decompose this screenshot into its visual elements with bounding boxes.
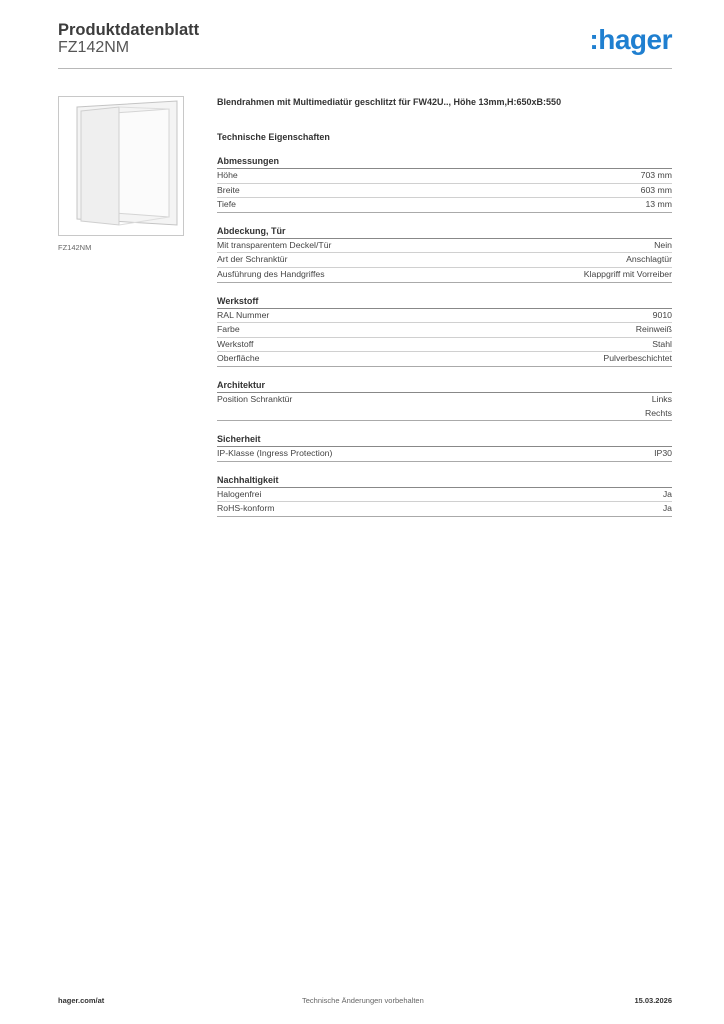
spec-value bbox=[654, 239, 672, 253]
spec-value-line: Ja bbox=[662, 488, 672, 499]
spec-value bbox=[626, 253, 672, 267]
spec-content bbox=[217, 95, 672, 517]
spec-row bbox=[217, 169, 672, 184]
spec-row bbox=[217, 393, 672, 421]
section-title: Abdeckung, Tür bbox=[217, 225, 672, 239]
page-header bbox=[58, 20, 672, 69]
spec-value bbox=[636, 323, 672, 337]
section-title: Abmessungen bbox=[217, 155, 672, 169]
spec-value-line: Pulverbeschichtet bbox=[603, 353, 672, 364]
spec-section bbox=[217, 474, 672, 517]
spec-row bbox=[217, 502, 672, 517]
spec-label: RoHS-konform bbox=[217, 503, 275, 514]
spec-label: Mit transparentem Deckel/Tür bbox=[217, 239, 332, 250]
spec-value bbox=[584, 268, 672, 282]
footer-website[interactable]: hager.com/at bbox=[58, 996, 105, 1005]
spec-label: IP-Klasse (Ingress Protection) bbox=[217, 448, 333, 459]
spec-value bbox=[645, 198, 672, 212]
spec-value-line: Ja bbox=[662, 503, 672, 514]
spec-value bbox=[641, 184, 672, 198]
spec-label: Ausführung des Handgriffes bbox=[217, 268, 325, 279]
spec-value bbox=[663, 502, 672, 516]
spec-row bbox=[217, 323, 672, 338]
product-number: FZ142NM bbox=[58, 39, 130, 56]
spec-label: Werkstoff bbox=[217, 338, 254, 349]
spec-row bbox=[217, 352, 672, 367]
spec-value-line: Klappgriff mit Vorreiber bbox=[583, 268, 672, 279]
spec-value-line: IP30 bbox=[654, 448, 672, 459]
technical-heading: Technische Eigenschaften bbox=[217, 132, 330, 142]
spec-label: Position Schranktür bbox=[217, 393, 293, 404]
spec-sections bbox=[217, 155, 672, 517]
spec-value bbox=[653, 309, 672, 323]
spec-label: Breite bbox=[217, 184, 240, 195]
page-title: Produktdatenblatt bbox=[58, 21, 200, 39]
spec-value bbox=[645, 393, 672, 420]
spec-value bbox=[603, 352, 672, 366]
spec-value bbox=[641, 169, 672, 183]
product-description: Blendrahmen mit Multimediatür geschlitzt für FW42U.., Höhe 13mm,H:650xB:550 bbox=[217, 97, 562, 107]
spec-label: Farbe bbox=[217, 324, 240, 335]
spec-value-line: Links bbox=[651, 393, 672, 404]
spec-value bbox=[654, 447, 672, 461]
spec-label: Tiefe bbox=[217, 199, 236, 210]
spec-section bbox=[217, 155, 672, 213]
spec-label: Oberfläche bbox=[217, 353, 260, 364]
section-title: Sicherheit bbox=[217, 433, 672, 447]
spec-section bbox=[217, 295, 672, 367]
spec-row bbox=[217, 488, 672, 503]
hager-logo: :hager bbox=[589, 24, 672, 55]
section-title: Nachhaltigkeit bbox=[217, 474, 672, 488]
image-caption: FZ142NM bbox=[58, 243, 92, 252]
spec-value-line: 703 mm bbox=[640, 170, 672, 180]
spec-row bbox=[217, 268, 672, 283]
footer-notice: Technische Änderungen vorbehalten bbox=[302, 996, 424, 1005]
spec-section bbox=[217, 379, 672, 421]
spec-value-line: Reinweiß bbox=[635, 324, 672, 335]
spec-section bbox=[217, 433, 672, 462]
spec-row bbox=[217, 239, 672, 254]
spec-label: Art der Schranktür bbox=[217, 254, 288, 265]
product-image bbox=[58, 96, 184, 236]
spec-section bbox=[217, 225, 672, 283]
spec-value-line: 9010 bbox=[652, 309, 672, 320]
spec-value bbox=[663, 488, 672, 502]
spec-value-line: 13 mm bbox=[645, 199, 672, 210]
spec-label: RAL Nummer bbox=[217, 309, 270, 320]
spec-value-line: Nein bbox=[654, 239, 672, 250]
spec-value bbox=[652, 338, 672, 352]
door-frame-illustration bbox=[59, 97, 183, 235]
spec-row bbox=[217, 198, 672, 213]
spec-label: Halogenfrei bbox=[217, 488, 262, 499]
spec-label: Höhe bbox=[217, 170, 238, 180]
spec-row bbox=[217, 447, 672, 462]
section-title: Werkstoff bbox=[217, 295, 672, 309]
spec-row bbox=[217, 253, 672, 268]
spec-value-line: Anschlagtür bbox=[626, 254, 672, 265]
spec-row bbox=[217, 338, 672, 353]
spec-row bbox=[217, 184, 672, 199]
section-title: Architektur bbox=[217, 379, 672, 393]
spec-value-line: Stahl bbox=[652, 338, 672, 349]
footer-date: 15.03.2026 bbox=[634, 996, 672, 1005]
spec-value-line: 603 mm bbox=[640, 184, 672, 195]
spec-value-line: Rechts bbox=[644, 407, 672, 418]
spec-row bbox=[217, 309, 672, 324]
